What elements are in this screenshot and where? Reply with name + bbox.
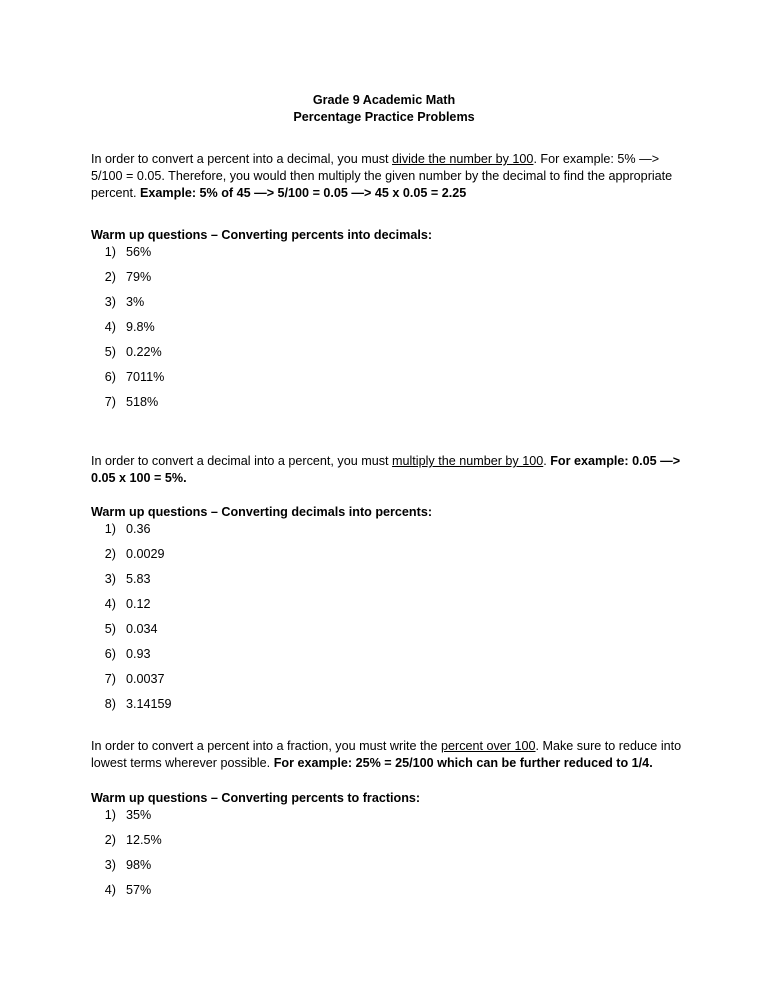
document-title — [0, 92, 768, 126]
question-item — [91, 521, 172, 546]
question-item — [91, 546, 172, 571]
question-number: 6) — [104, 647, 116, 661]
question-item — [91, 671, 172, 696]
question-item — [91, 571, 172, 596]
question-number: 7) — [104, 395, 116, 409]
question-value: 0.12 — [126, 597, 151, 611]
question-number: 3) — [104, 858, 116, 872]
question-item — [91, 369, 164, 394]
intro-bold-example: Example: 5% of 45 —> 5/100 = 0.05 —> 45 x 0.05 = 2.25 — [140, 186, 467, 200]
question-item — [91, 269, 164, 294]
intro-underlined-rule: percent over 100 — [441, 739, 536, 753]
question-value: 12.5% — [126, 833, 162, 847]
heading-percents-to-fractions: Warm up questions – Converting percents to fractions: — [91, 791, 421, 805]
intro-text: . — [543, 454, 551, 468]
question-item — [91, 596, 172, 621]
question-item — [91, 294, 164, 319]
question-value: 0.034 — [126, 622, 158, 636]
question-list-percents-to-fractions — [91, 807, 162, 907]
question-number: 1) — [104, 522, 116, 536]
question-number: 4) — [104, 320, 116, 334]
intro-underlined-rule: divide the number by 100 — [392, 152, 534, 166]
intro-bold-example: For example: 25% = 25/100 which can be further reduced to 1/4. — [273, 756, 653, 770]
intro-bold-example: For example: 0.05 —> 0.05 x 100 = 5%. — [91, 454, 681, 485]
question-value: 3% — [126, 295, 145, 309]
intro-decimal-to-percent — [91, 453, 691, 487]
question-value: 79% — [126, 270, 152, 284]
question-number: 5) — [104, 345, 116, 359]
question-number: 4) — [104, 597, 116, 611]
question-item — [91, 696, 172, 721]
question-item — [91, 244, 164, 269]
question-item — [91, 621, 172, 646]
question-value: 9.8% — [126, 320, 155, 334]
intro-text: In order to convert a percent into a fraction, you must write the — [91, 739, 441, 753]
question-number: 7) — [104, 672, 116, 686]
question-item — [91, 882, 162, 907]
intro-underlined-rule: multiply the number by 100 — [392, 454, 544, 468]
question-number: 1) — [104, 808, 116, 822]
question-number: 2) — [104, 833, 116, 847]
question-value: 518% — [126, 395, 159, 409]
question-value: 57% — [126, 883, 152, 897]
question-number: 4) — [104, 883, 116, 897]
question-number: 3) — [104, 295, 116, 309]
intro-text: . Make sure to reduce into lowest terms wherever possible. — [91, 739, 682, 770]
question-number: 2) — [104, 270, 116, 284]
question-number: 1) — [104, 245, 116, 259]
intro-text: In order to convert a percent into a decimal, you must — [91, 152, 393, 166]
question-number: 3) — [104, 572, 116, 586]
intro-percent-to-decimal — [91, 151, 691, 202]
title-line-2: Percentage Practice Problems — [293, 110, 475, 124]
question-value: 5.83 — [126, 572, 151, 586]
question-value: 3.14159 — [126, 697, 172, 711]
question-item — [91, 344, 164, 369]
question-item — [91, 394, 164, 419]
question-value: 35% — [126, 808, 152, 822]
intro-percent-to-fraction — [91, 738, 691, 772]
intro-text: . For example: 5% —> 5/100 = 0.05. Therefore, you would then multiply the given number by the decimal to find the appropriate percent. — [91, 152, 673, 200]
question-list-decimals-into-percents — [91, 521, 172, 721]
question-value: 56% — [126, 245, 152, 259]
question-number: 8) — [104, 697, 116, 711]
question-number: 6) — [104, 370, 116, 384]
question-number: 5) — [104, 622, 116, 636]
question-item — [91, 807, 162, 832]
question-value: 0.0037 — [126, 672, 165, 686]
question-item — [91, 832, 162, 857]
heading-decimals-into-percents: Warm up questions – Converting decimals into percents: — [91, 505, 433, 519]
question-value: 0.93 — [126, 647, 151, 661]
title-line-1: Grade 9 Academic Math — [312, 93, 456, 107]
question-list-percents-into-decimals — [91, 244, 164, 419]
question-item — [91, 319, 164, 344]
intro-text: In order to convert a decimal into a percent, you must — [91, 454, 393, 468]
question-number: 2) — [104, 547, 116, 561]
question-item — [91, 646, 172, 671]
question-value: 7011% — [126, 370, 165, 384]
question-value: 0.36 — [126, 522, 151, 536]
question-value: 0.0029 — [126, 547, 165, 561]
question-value: 98% — [126, 858, 152, 872]
question-item — [91, 857, 162, 882]
heading-percents-into-decimals: Warm up questions – Converting percents into decimals: — [91, 228, 433, 242]
question-value: 0.22% — [126, 345, 162, 359]
